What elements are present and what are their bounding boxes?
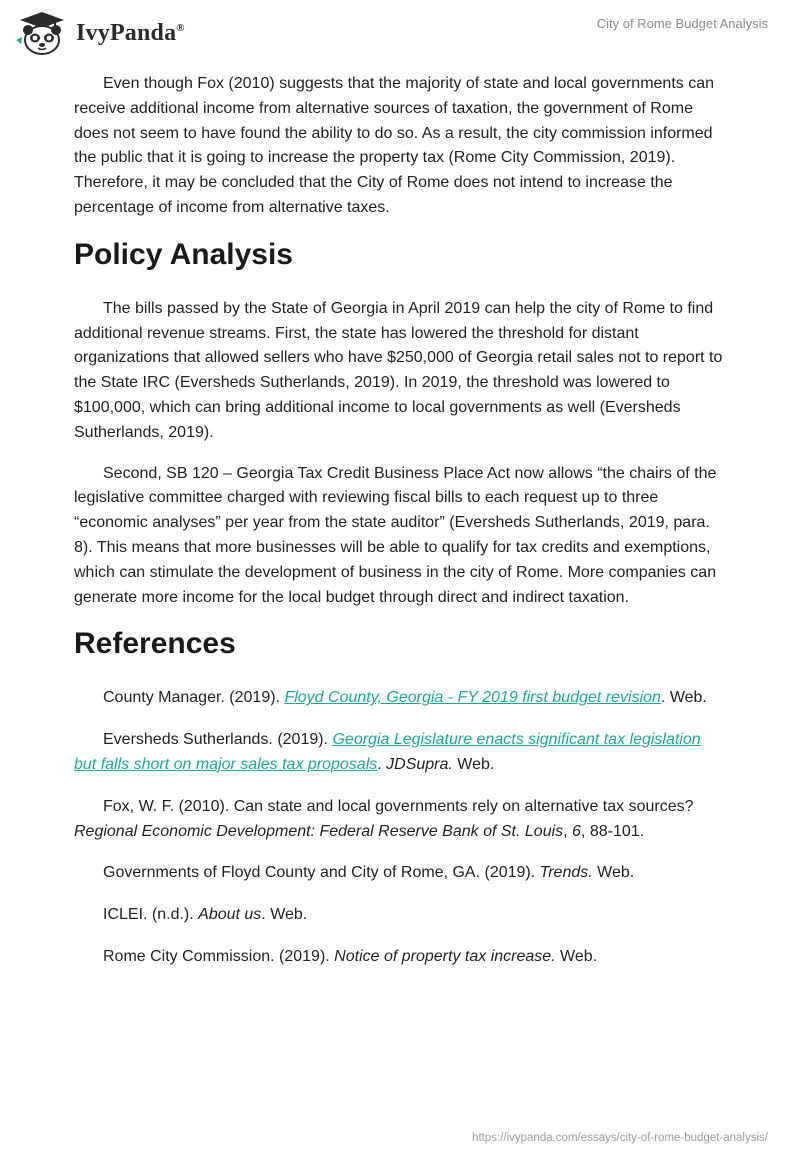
footer-url: https://ivypanda.com/essays/city-of-rome-budget-analysis/ — [472, 1132, 768, 1144]
policy-analysis-heading: Policy Analysis — [74, 237, 293, 271]
reference-item-iclei: ICLEI. (n.d.). About us. Web. — [103, 906, 308, 924]
reference-item-fox: Fox, W. F. (2010). Can state and local governments rely on alternative tax sources? Regional Economic Development: Federal Reserve Bank of St. Louis, 6, 88-101. — [74, 797, 694, 840]
references-heading: References — [74, 627, 236, 661]
reference-item-county-manager: County Manager. (2019). Floyd County, Georgia - FY 2019 first budget revision. Web. — [103, 689, 707, 707]
reference-item-rome-commission: Rome City Commission. (2019). Notice of property tax increase. Web. — [103, 947, 598, 965]
reference-item-eversheds: Eversheds Sutherlands. (2019). Georgia Legislature enacts significant tax legislation but falls short on major sales tax proposals. JDSupra. Web. — [74, 731, 701, 773]
ivypanda-logo[interactable] — [14, 10, 185, 56]
policy-paragraph-1: The bills passed by the State of Georgia in April 2019 can help the city of Rome to find additional revenue streams. First, the state has lowered the threshold for distant organizations that allowed sellers who have $250,000 of Georgia retail sales not to report to the State IRC (Eversheds Sutherlands, 2019). In 2019, the threshold was lowered to $100,000, which can bring additional income to local governments as well (Eversheds Sutherlands, 2019). — [74, 299, 723, 441]
intro-paragraph: Even though Fox (2010) suggests that the majority of state and local governments can receive additional income from alternative sources of taxation, the government of Rome does not seem to have found the ability to do so. As a result, the city commission informed the public that it is going to increase the property tax (Rome City Commission, 2019). Therefore, it may be concluded that the City of Rome does not intend to increase the percentage of income from alternative taxes. — [74, 75, 715, 216]
essay-content — [74, 72, 724, 987]
panda-graduate-icon — [14, 10, 70, 56]
brand-name: IvyPanda® — [76, 19, 185, 46]
page-header — [0, 0, 800, 72]
reference-link-georgia-legislature[interactable]: Georgia Legislature enacts significant tax legislation but falls short on major sales tax proposals — [74, 731, 701, 773]
policy-paragraph-2: Second, SB 120 – Georgia Tax Credit Business Place Act now allows “the chairs of the legislative committee charged with reviewing fiscal bills to each request up to three “economic analyses” per year from the state auditor” (Eversheds Sutherlands, 2019, para. 8). This means that more businesses will be able to qualify for tax credits and exemptions, which can stimulate the development of business in the city of Rome. More companies can generate more income for the local budget through direct and indirect taxation. — [74, 464, 717, 606]
document-title: City of Rome Budget Analysis — [596, 16, 768, 31]
reference-item-governments-floyd: Governments of Floyd County and City of Rome, GA. (2019). Trends. Web. — [103, 864, 635, 882]
reference-link-floyd-county-budget[interactable]: Floyd County, Georgia - FY 2019 first budget revision — [284, 689, 661, 707]
